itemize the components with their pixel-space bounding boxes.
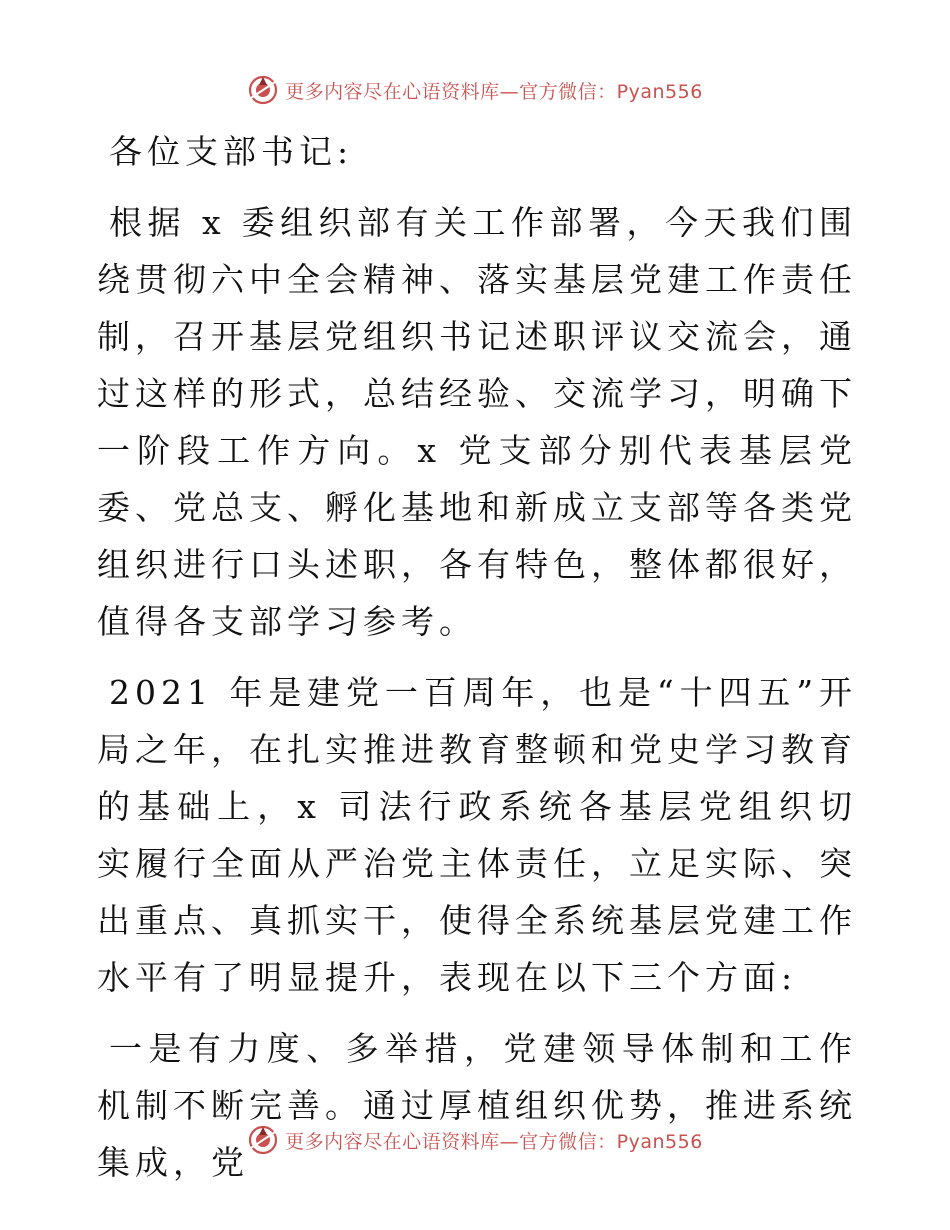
salutation: 各位支部书记: [109,132,354,171]
watermark-wechat-id: Pyan556 [616,80,703,103]
paragraph-2: 2021 年是建党一百周年，也是“十四五”开局之年，在扎实推进教育整顿和党史学习教育的基础上，x 司法行政系统各基层党组织切实履行全面从严治党主体责任，立足实际、突出重点、真抓实干，使得全系统基层党建工作水平有了明显提升，表现在以下三个方面: [97,673,857,997]
header-watermark [0,70,950,110]
watermark-text: 更多内容尽在心语资料库—官方微信：Pyan556 [285,1130,703,1153]
logo-icon [247,1124,279,1156]
document-body [97,123,857,1191]
watermark-wechat-id: Pyan556 [616,1130,703,1153]
watermark-text: 更多内容尽在心语资料库—官方微信：Pyan556 [285,80,703,103]
paragraph-3: 一是有力度、多举措，党建领导体制和工作机制不断完善。通过厚植组织优势，推进系统集成，党 [97,1029,857,1182]
paragraph-1: 根据 x 委组织部有关工作部署，今天我们围绕贯彻六中全会精神、落实基层党建工作责任制，召开基层党组织书记述职评议交流会，通过这样的形式，总结经验、交流学习，明确下一阶段工作方向。x 党支部分别代表基层党委、党总支、孵化基地和新成立支部等各类党组织进行口头述职，各有特色，整体都很好，值得各支部学习参考。 [97,203,857,641]
footer-watermark [0,1120,950,1160]
logo-icon [247,74,279,106]
